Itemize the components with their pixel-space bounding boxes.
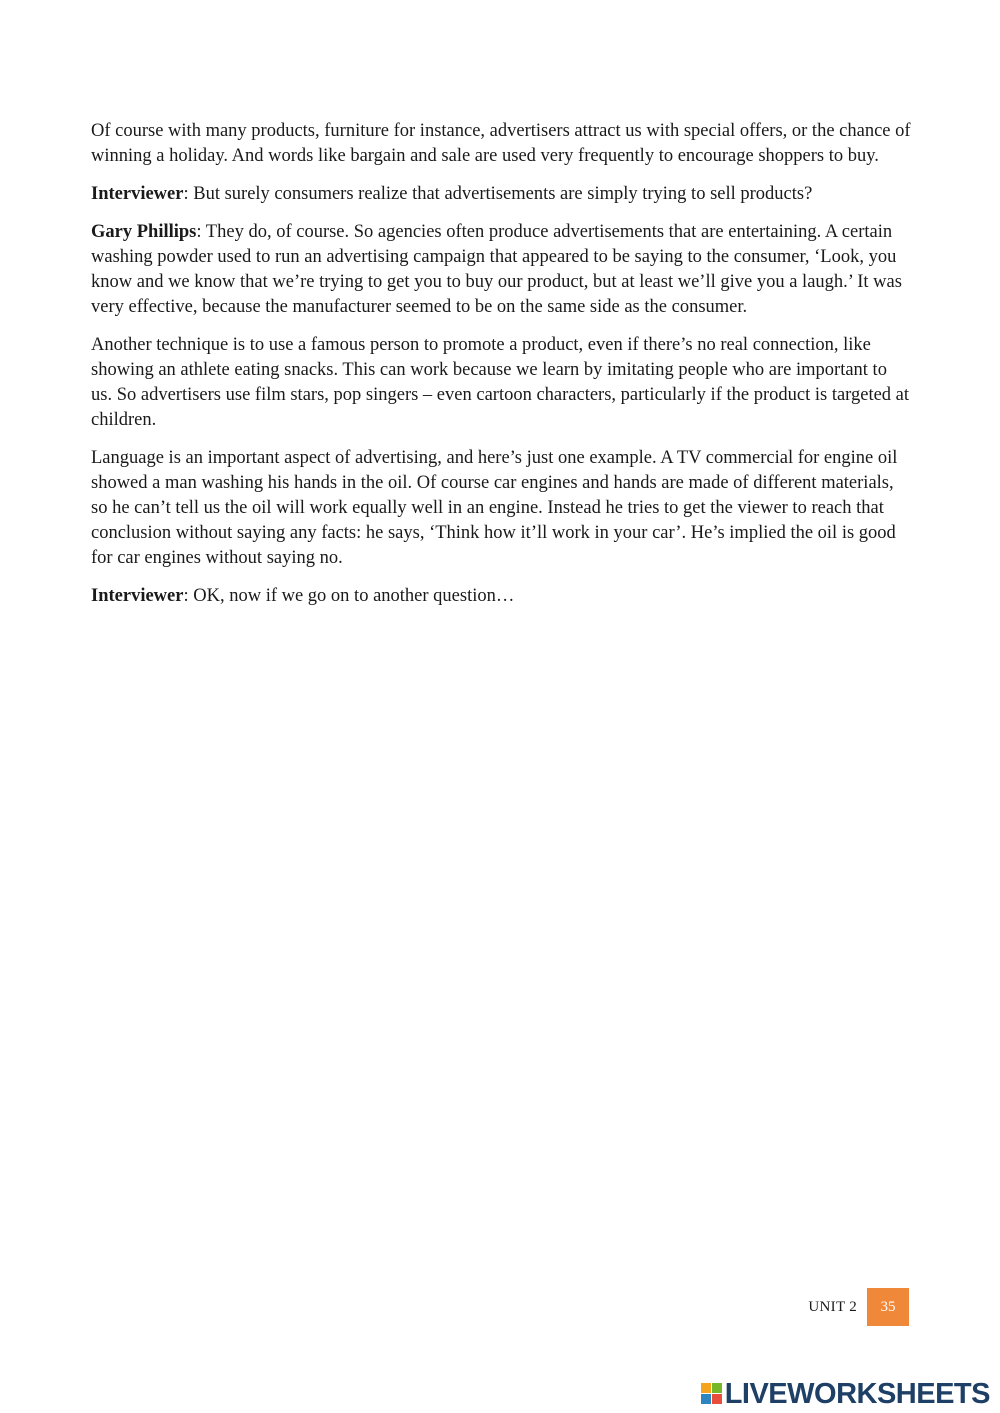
liveworksheets-logo-icon: [701, 1383, 723, 1405]
logo-square: [712, 1383, 722, 1393]
paragraph-text: : OK, now if we go on to another question…: [183, 586, 515, 606]
paragraph: [91, 220, 911, 320]
logo-square: [712, 1394, 722, 1404]
logo-square: [701, 1394, 711, 1404]
page-number: 35: [867, 1288, 909, 1326]
document-body: [91, 119, 911, 622]
logo-square: [701, 1383, 711, 1393]
page-footer: [808, 1288, 909, 1326]
paragraph-text: Language is an important aspect of advertising, and here’s just one example. A TV commercial for engine oil showed a man washing his hands in the oil. Of course car engines and hands are made of different materials, so he can’t tell us the oil will work equally well in an engine. Instead he tries to get the viewer to reach that conclusion without saying any facts: he says, ‘Think how it’ll work in your car’. He’s implied the oil is good for car engines without saying no.: [91, 448, 898, 568]
speaker-name: Interviewer: [91, 586, 184, 606]
speaker-name: Interviewer: [91, 184, 184, 204]
speaker-name: Gary Phillips: [91, 222, 197, 242]
unit-label: UNIT 2: [808, 1298, 857, 1315]
paragraph-text: : But surely consumers realize that advertisements are simply trying to sell products?: [183, 184, 813, 204]
brand-name: LIVEWORKSHEETS: [724, 1377, 990, 1410]
paragraph-text: Another technique is to use a famous person to promote a product, even if there’s no real connection, like showing an athlete eating snacks. This can work because we learn by imitating people who are important to us. So advertisers use film stars, pop singers – even cartoon characters, particularly if the product is targeted at children.: [91, 335, 910, 430]
paragraph: [91, 446, 911, 571]
paragraph: [91, 119, 911, 169]
paragraph: [91, 333, 911, 433]
paragraph-text: : They do, of course. So agencies often produce advertisements that are entertaining. A certain washing powder used to run an advertising campaign that appeared to be saying to the consumer, ‘Look, you know and we know that we’re trying to get you to buy our product, but at least we’ll give you a laugh.’ It was very effective, because the manufacturer seemed to be on the same side as the consumer.: [91, 222, 902, 317]
paragraph: [91, 182, 911, 207]
liveworksheets-brand[interactable]: [701, 1378, 990, 1410]
paragraph-text: Of course with many products, furniture for instance, advertisers attract us with special offers, or the chance of winning a holiday. And words like bargain and sale are used very frequently to encourage shoppers to buy.: [91, 121, 911, 166]
paragraph: [91, 584, 911, 609]
